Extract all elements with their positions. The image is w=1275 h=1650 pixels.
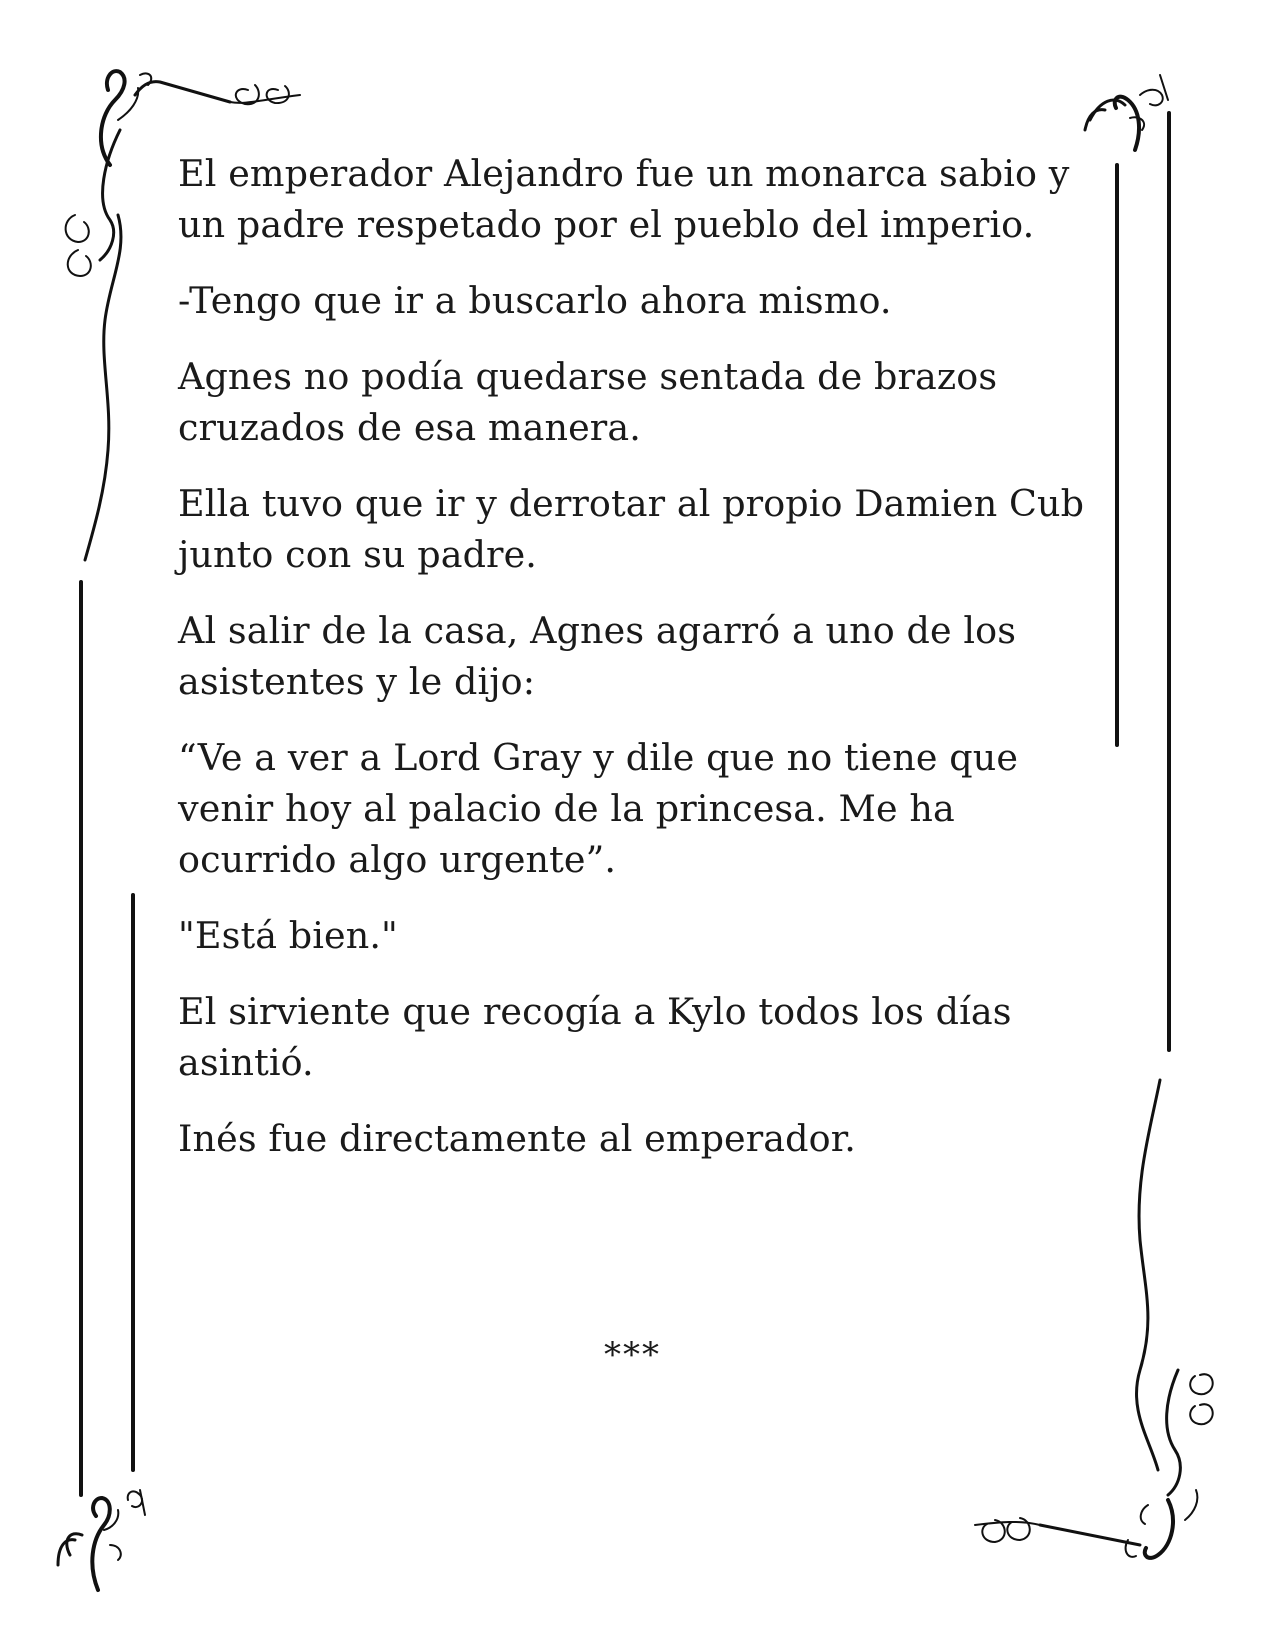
top-right-flourish	[1085, 75, 1168, 150]
paragraph-8: El sirviente que recogía a Kylo todos los días asintió.	[178, 990, 1012, 1084]
paragraph-7: "Está bien."	[178, 914, 398, 957]
paragraph-6: “Ve a ver a Lord Gray y dile que no tiene que venir hoy al palacio de la princesa. Me ha ocurrido algo urgente”.	[178, 736, 1019, 881]
scene-break: ***	[604, 1335, 661, 1375]
chapter-text	[178, 148, 1113, 1189]
paragraph-2: -Tengo que ir a buscarlo ahora mismo.	[178, 279, 892, 322]
paragraph-5: Al salir de la casa, Agnes agarró a uno de los asistentes y le dijo:	[178, 609, 1017, 703]
paragraph-4: Ella tuvo que ir y derrotar al propio Damien Cub junto con su padre.	[178, 482, 1085, 576]
bottom-left-flourish	[58, 1490, 145, 1590]
paragraph-1: El emperador Alejandro fue un monarca sabio y un padre respetado por el pueblo del imperio.	[178, 152, 1070, 246]
paragraph-9: Inés fue directamente al emperador.	[178, 1117, 856, 1160]
paragraph-3: Agnes no podía quedarse sentada de brazos cruzados de esa manera.	[178, 355, 998, 449]
